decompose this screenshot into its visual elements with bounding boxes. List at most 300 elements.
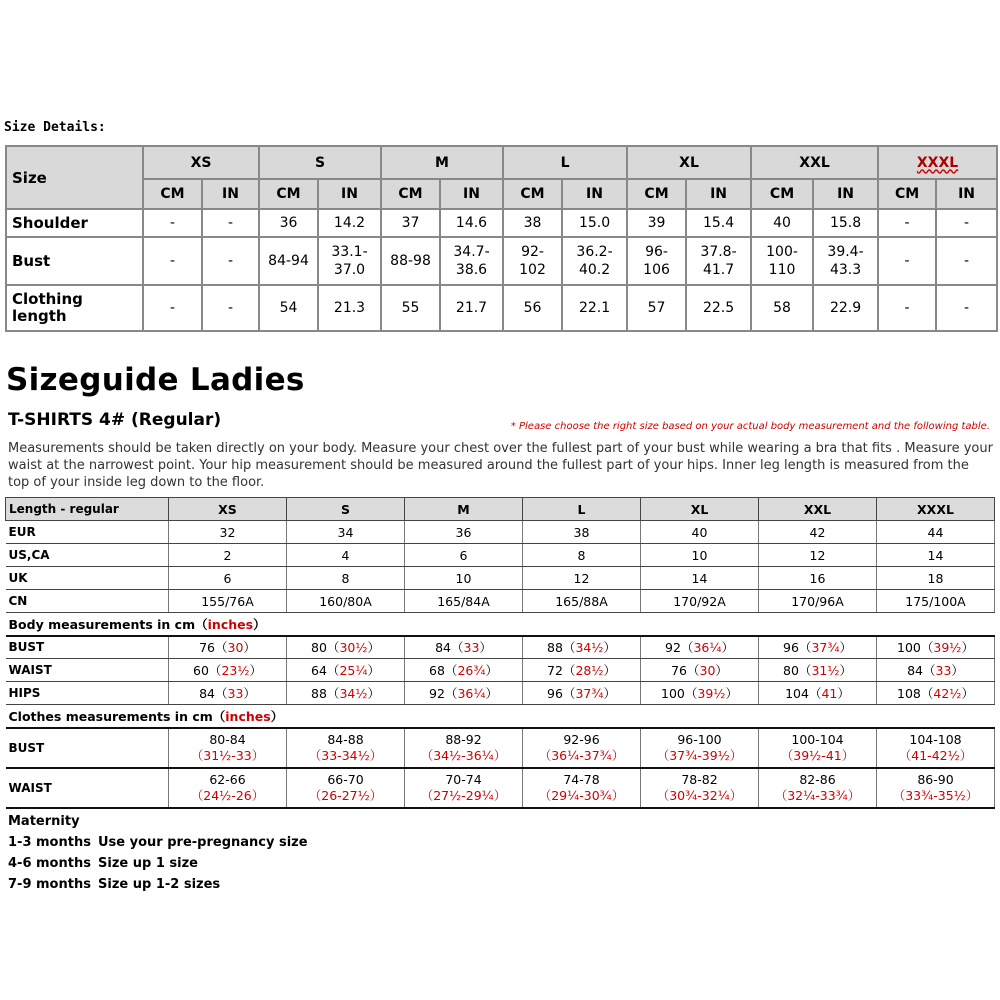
table-cell: 155/76A (169, 590, 287, 613)
table-cell: 165/84A (405, 590, 523, 613)
table-cell: 84-94 (259, 237, 318, 285)
unit-cm-header: CM (627, 179, 686, 209)
table-cell: 12 (523, 567, 641, 590)
section-title-text: Body measurements in cm (8, 616, 196, 632)
paren-open: （ (214, 686, 228, 701)
measurement-wrap (775, 772, 861, 804)
cm-range: 84-88 (327, 731, 364, 747)
paren-open: （ (808, 686, 822, 701)
paren-close: ） (961, 686, 974, 701)
unit-close-paren: ） (253, 616, 266, 632)
measurement-wrap (781, 732, 854, 764)
size-header-xxxl-text: XXXL (916, 154, 959, 171)
unit-cm-header: CM (503, 179, 562, 209)
maternity-item (8, 856, 308, 871)
paren-open: （ (562, 686, 576, 701)
row-label: Clothing length (6, 285, 143, 331)
measurement-cell (169, 682, 287, 705)
cm-value: 100 (897, 640, 921, 656)
table-cell: 40 (751, 209, 813, 237)
measurement-cell (405, 728, 523, 768)
unit-in-header: IN (686, 179, 751, 209)
table-cell: 88-98 (381, 237, 440, 285)
size-header-cell: L (523, 498, 641, 521)
paren-close: ） (959, 747, 973, 763)
inch-value: 26¾ (457, 663, 486, 678)
cm-range: 70-74 (445, 771, 482, 787)
size-header-s: S (259, 146, 381, 179)
row-label: Shoulder (6, 209, 143, 237)
table-cell: 10 (405, 567, 523, 590)
table-row (6, 768, 995, 808)
inch-value: 23½ (221, 663, 250, 678)
unit-in-header: IN (440, 179, 503, 209)
table-cell: 6 (405, 544, 523, 567)
section-title (6, 613, 995, 636)
paren-close: ） (485, 663, 498, 678)
paren-open: （ (562, 663, 576, 678)
paren-close: ） (721, 640, 734, 656)
table-cell: 16 (759, 567, 877, 590)
measurement-cell (523, 636, 641, 659)
paren-close: ） (841, 747, 855, 763)
maternity-advice: Size up 1-2 sizes (98, 877, 221, 892)
cm-value: 88 (311, 686, 327, 701)
section-title-text: Clothes measurements in cm (8, 708, 213, 724)
maternity-period: 7-9 months (8, 877, 91, 892)
cm-value: 100 (661, 686, 685, 701)
paren-close: ） (603, 640, 616, 656)
inch-value: 34½ (339, 686, 368, 701)
cm-value: 104 (785, 686, 809, 701)
unit-in-header: IN (936, 179, 997, 209)
paren-close: ） (367, 640, 380, 656)
inch-value: 37¾ (811, 640, 840, 656)
inch-value: 42½ (933, 686, 962, 701)
measurement-cell (287, 728, 405, 768)
table-row (6, 728, 995, 768)
table-cell: 170/96A (759, 590, 877, 613)
paren-close: ） (725, 686, 738, 701)
paren-close: ） (367, 663, 380, 678)
table-cell: 22.5 (686, 285, 751, 331)
table-cell: 21.7 (440, 285, 503, 331)
measurement-cell (169, 768, 287, 808)
cm-value: 92 (429, 686, 445, 701)
paren-open: （ (780, 747, 794, 763)
page-title: Sizeguide Ladies (6, 362, 305, 398)
table-cell: - (936, 209, 997, 237)
paren-close: ） (729, 787, 743, 803)
table-cell: 57 (627, 285, 686, 331)
measurement-wrap (539, 772, 625, 804)
paren-close: ） (715, 663, 728, 678)
paren-open: （ (444, 686, 458, 701)
table-cell: 37 (381, 209, 440, 237)
measurement-cell (523, 728, 641, 768)
cm-value: 68 (429, 663, 445, 678)
table-row (6, 237, 997, 285)
size-header-l: L (503, 146, 627, 179)
table-cell: 21.3 (318, 285, 381, 331)
paren-open: （ (684, 686, 698, 701)
paren-open: （ (686, 663, 700, 678)
table-cell: 10 (641, 544, 759, 567)
size-header-xs: XS (143, 146, 259, 179)
paren-close: ） (479, 640, 492, 656)
paren-open: （ (774, 787, 788, 803)
inch-range: 41-42½ (911, 747, 960, 763)
measurement-cell (877, 728, 995, 768)
cm-range: 74-78 (563, 771, 600, 787)
measurement-cell (759, 728, 877, 768)
maternity-item (8, 877, 308, 892)
measurement-cell (641, 682, 759, 705)
measurement-cell (169, 659, 287, 682)
table-cell: 8 (287, 567, 405, 590)
table-cell: 96- 106 (627, 237, 686, 285)
measurement-cell (877, 636, 995, 659)
inch-range: 33¾-35½ (905, 787, 966, 803)
table-cell: 40 (641, 521, 759, 544)
inch-range: 33-34½ (321, 747, 370, 763)
paren-close: ） (611, 747, 625, 763)
unit-open-paren: （ (195, 616, 208, 632)
inch-value: 30 (699, 663, 716, 678)
table-row (6, 682, 995, 705)
table-cell: 14.6 (440, 209, 503, 237)
paren-close: ） (243, 640, 256, 656)
paren-open: （ (656, 787, 670, 803)
row-label: EUR (6, 521, 169, 544)
table-row (6, 285, 997, 331)
inch-range: 27½-29¼ (433, 787, 494, 803)
size-header-cell: M (405, 498, 523, 521)
unit-in-header: IN (562, 179, 627, 209)
paren-open: （ (680, 640, 694, 656)
section-title (6, 705, 995, 728)
size-header-xxxl (878, 146, 997, 179)
paren-close: ） (603, 663, 616, 678)
measurement-cell (759, 768, 877, 808)
paren-open: （ (190, 747, 204, 763)
table-row (6, 636, 995, 659)
table-cell: 2 (169, 544, 287, 567)
table-cell: - (878, 285, 936, 331)
unit-cm-header: CM (259, 179, 318, 209)
measurement-wrap (899, 732, 972, 764)
measurement-cell (877, 768, 995, 808)
cm-value: 84 (199, 686, 215, 701)
measurement-cell (405, 659, 523, 682)
cm-range: 104-108 (909, 731, 962, 747)
paren-open: （ (308, 787, 322, 803)
table-cell: 8 (523, 544, 641, 567)
measurement-wrap (309, 732, 382, 764)
table-cell: 100- 110 (751, 237, 813, 285)
table-cell: - (202, 237, 259, 285)
sizeguide-table (5, 497, 995, 809)
measurement-cell (877, 682, 995, 705)
maternity-advice: Size up 1 size (98, 856, 198, 871)
paren-open: （ (326, 640, 340, 656)
inch-value: 33 (463, 640, 480, 656)
measurement-wrap (191, 732, 264, 764)
table-cell: 165/88A (523, 590, 641, 613)
table-cell: 15.8 (813, 209, 878, 237)
measurement-cell (287, 682, 405, 705)
table-cell: 14 (877, 544, 995, 567)
measurement-cell (641, 659, 759, 682)
section-header-row (6, 613, 995, 636)
measurement-cell (759, 636, 877, 659)
unit-in-header: IN (813, 179, 878, 209)
cm-range: 96-100 (677, 731, 722, 747)
paren-open: （ (538, 747, 552, 763)
size-header-xl: XL (627, 146, 751, 179)
paren-close: ） (243, 686, 256, 701)
paren-close: ） (369, 787, 383, 803)
unit-inches-label: inches (207, 616, 254, 632)
table-cell: - (878, 209, 936, 237)
paren-open: （ (538, 787, 552, 803)
cm-value: 92 (665, 640, 681, 656)
inch-range: 36¼-37¾ (551, 747, 612, 763)
inch-value: 33 (935, 663, 952, 678)
paren-close: ） (251, 787, 265, 803)
measurement-cell (405, 682, 523, 705)
unit-header-row (6, 179, 997, 209)
table-row (6, 659, 995, 682)
paren-open: （ (562, 640, 576, 656)
table-cell: 38 (523, 521, 641, 544)
table-cell: - (936, 237, 997, 285)
measurement-wrap (191, 772, 264, 804)
size-header-cell: XXL (759, 498, 877, 521)
measurement-wrap (309, 772, 382, 804)
cm-value: 64 (311, 663, 327, 678)
paren-open: （ (420, 787, 434, 803)
measurement-wrap (657, 732, 743, 764)
size-details-heading: Size Details: (4, 120, 106, 135)
table-cell: 160/80A (287, 590, 405, 613)
table-cell: - (143, 285, 202, 331)
measurement-cell (641, 636, 759, 659)
size-header-cell: XS (169, 498, 287, 521)
maternity-advice: Use your pre-pregnancy size (98, 835, 308, 850)
table-cell: 58 (751, 285, 813, 331)
measurement-cell (287, 768, 405, 808)
row-label: Bust (6, 237, 143, 285)
table-cell: 33.1- 37.0 (318, 237, 381, 285)
table-cell: 15.4 (686, 209, 751, 237)
paren-open: （ (898, 747, 912, 763)
paren-open: （ (922, 663, 936, 678)
size-header-cell: S (287, 498, 405, 521)
cm-value: 60 (193, 663, 209, 678)
inch-value: 33 (227, 686, 244, 701)
table-cell: 39.4- 43.3 (813, 237, 878, 285)
table-cell: - (202, 209, 259, 237)
paren-close: ） (965, 787, 979, 803)
paren-open: （ (450, 640, 464, 656)
table-cell: 4 (287, 544, 405, 567)
size-details-table (5, 145, 998, 332)
cm-value: 108 (897, 686, 921, 701)
paren-open: （ (444, 663, 458, 678)
size-header-row (6, 498, 995, 521)
cm-range: 86-90 (917, 771, 954, 787)
unit-inches-label: inches (225, 708, 271, 724)
cm-range: 88-92 (445, 731, 482, 747)
table-cell: 36.2- 40.2 (562, 237, 627, 285)
inch-range: 24½-26 (203, 787, 252, 803)
paren-close: ） (493, 747, 507, 763)
table-cell: 170/92A (641, 590, 759, 613)
cm-value: 88 (547, 640, 563, 656)
paren-open: （ (798, 663, 812, 678)
paren-open: （ (326, 663, 340, 678)
cm-value: 96 (783, 640, 799, 656)
measurement-cell (287, 659, 405, 682)
unit-cm-header: CM (381, 179, 440, 209)
measurement-cell (641, 768, 759, 808)
cm-range: 92-96 (563, 731, 600, 747)
measurement-wrap (539, 732, 625, 764)
inch-value: 36¼ (693, 640, 722, 656)
maternity-title: Maternity (8, 814, 80, 829)
table-cell: 32 (169, 521, 287, 544)
measurement-cell (523, 768, 641, 808)
inch-range: 26-27½ (321, 787, 370, 803)
row-label: US,CA (6, 544, 169, 567)
cm-value: 84 (435, 640, 451, 656)
paren-close: ） (251, 747, 265, 763)
table-cell: 12 (759, 544, 877, 567)
cm-value: 96 (547, 686, 563, 701)
table-cell: 55 (381, 285, 440, 331)
table-cell: 38 (503, 209, 562, 237)
table-cell: - (202, 285, 259, 331)
unit-open-paren: （ (212, 708, 226, 724)
inch-value: 34½ (575, 640, 604, 656)
cm-value: 72 (547, 663, 563, 678)
cm-value: 76 (199, 640, 215, 656)
cm-range: 100-104 (791, 731, 844, 747)
paren-open: （ (798, 640, 812, 656)
measurement-cell (759, 659, 877, 682)
cm-value: 84 (907, 663, 923, 678)
inch-value: 30½ (339, 640, 368, 656)
inch-value: 36¼ (457, 686, 486, 701)
cm-value: 80 (783, 663, 799, 678)
unit-cm-header: CM (878, 179, 936, 209)
row-label: BUST (6, 636, 169, 659)
table-cell: 34.7- 38.6 (440, 237, 503, 285)
inch-value: 28½ (575, 663, 604, 678)
measurement-cell (169, 728, 287, 768)
paren-close: ） (611, 787, 625, 803)
table-row (6, 209, 997, 237)
paren-close: ） (837, 686, 850, 701)
paren-open: （ (920, 640, 934, 656)
unit-in-header: IN (318, 179, 381, 209)
inch-value: 39½ (933, 640, 962, 656)
unit-cm-header: CM (751, 179, 813, 209)
size-column-header: Size (6, 146, 143, 209)
length-regular-header: Length - regular (6, 498, 169, 521)
paren-close: ） (847, 787, 861, 803)
paren-close: ） (369, 747, 383, 763)
table-cell: - (878, 237, 936, 285)
inch-value: 37¾ (575, 686, 604, 701)
measurement-cell (641, 728, 759, 768)
table-cell: 34 (287, 521, 405, 544)
inch-range: 31½-33 (203, 747, 252, 763)
measurement-cell (405, 768, 523, 808)
maternity-period: 4-6 months (8, 856, 91, 871)
table-row (6, 521, 995, 544)
table-row (6, 590, 995, 613)
inch-range: 37¾-39½ (669, 747, 730, 763)
table-cell: 15.0 (562, 209, 627, 237)
row-label: BUST (6, 728, 169, 768)
table-cell: 22.9 (813, 285, 878, 331)
measurement-wrap (893, 772, 979, 804)
inch-range: 30¾-32¼ (669, 787, 730, 803)
measurement-instructions: Measurements should be taken directly on your body. Measure your chest over the fullest part of your bust while wearing a bra that fits . Measure your waist at the narrowest point. Your hip measurement should be measured around the fullest part of your hips. Inner leg length is measured from the top of your inside leg down to the floor. (8, 441, 993, 490)
table-cell: 6 (169, 567, 287, 590)
measurement-cell (759, 682, 877, 705)
section-header-row (6, 705, 995, 728)
table-cell: 44 (877, 521, 995, 544)
paren-open: （ (656, 747, 670, 763)
cm-value: 80 (311, 640, 327, 656)
paren-open: （ (326, 686, 340, 701)
table-cell: 39 (627, 209, 686, 237)
paren-close: ） (961, 640, 974, 656)
paren-close: ） (249, 663, 262, 678)
maternity-period: 1-3 months (8, 835, 91, 850)
table-cell: 37.8- 41.7 (686, 237, 751, 285)
table-cell: 36 (259, 209, 318, 237)
inch-value: 41 (821, 686, 838, 701)
table-row (6, 544, 995, 567)
paren-open: （ (892, 787, 906, 803)
paren-open: （ (190, 787, 204, 803)
table-cell: 56 (503, 285, 562, 331)
table-cell: 54 (259, 285, 318, 331)
measurement-cell (405, 636, 523, 659)
paren-close: ） (951, 663, 964, 678)
table-cell: 92- 102 (503, 237, 562, 285)
paren-open: （ (308, 747, 322, 763)
unit-cm-header: CM (143, 179, 202, 209)
table-cell: 14.2 (318, 209, 381, 237)
cm-value: 76 (671, 663, 687, 678)
paren-close: ） (485, 686, 498, 701)
row-label: CN (6, 590, 169, 613)
unit-in-header: IN (202, 179, 259, 209)
size-header-xxl: XXL (751, 146, 878, 179)
measurement-wrap (421, 772, 507, 804)
inch-value: 25¼ (339, 663, 368, 678)
row-label: WAIST (6, 768, 169, 808)
table-cell: 42 (759, 521, 877, 544)
maternity-item (8, 835, 308, 850)
measurement-cell (287, 636, 405, 659)
maternity-section (8, 814, 308, 898)
